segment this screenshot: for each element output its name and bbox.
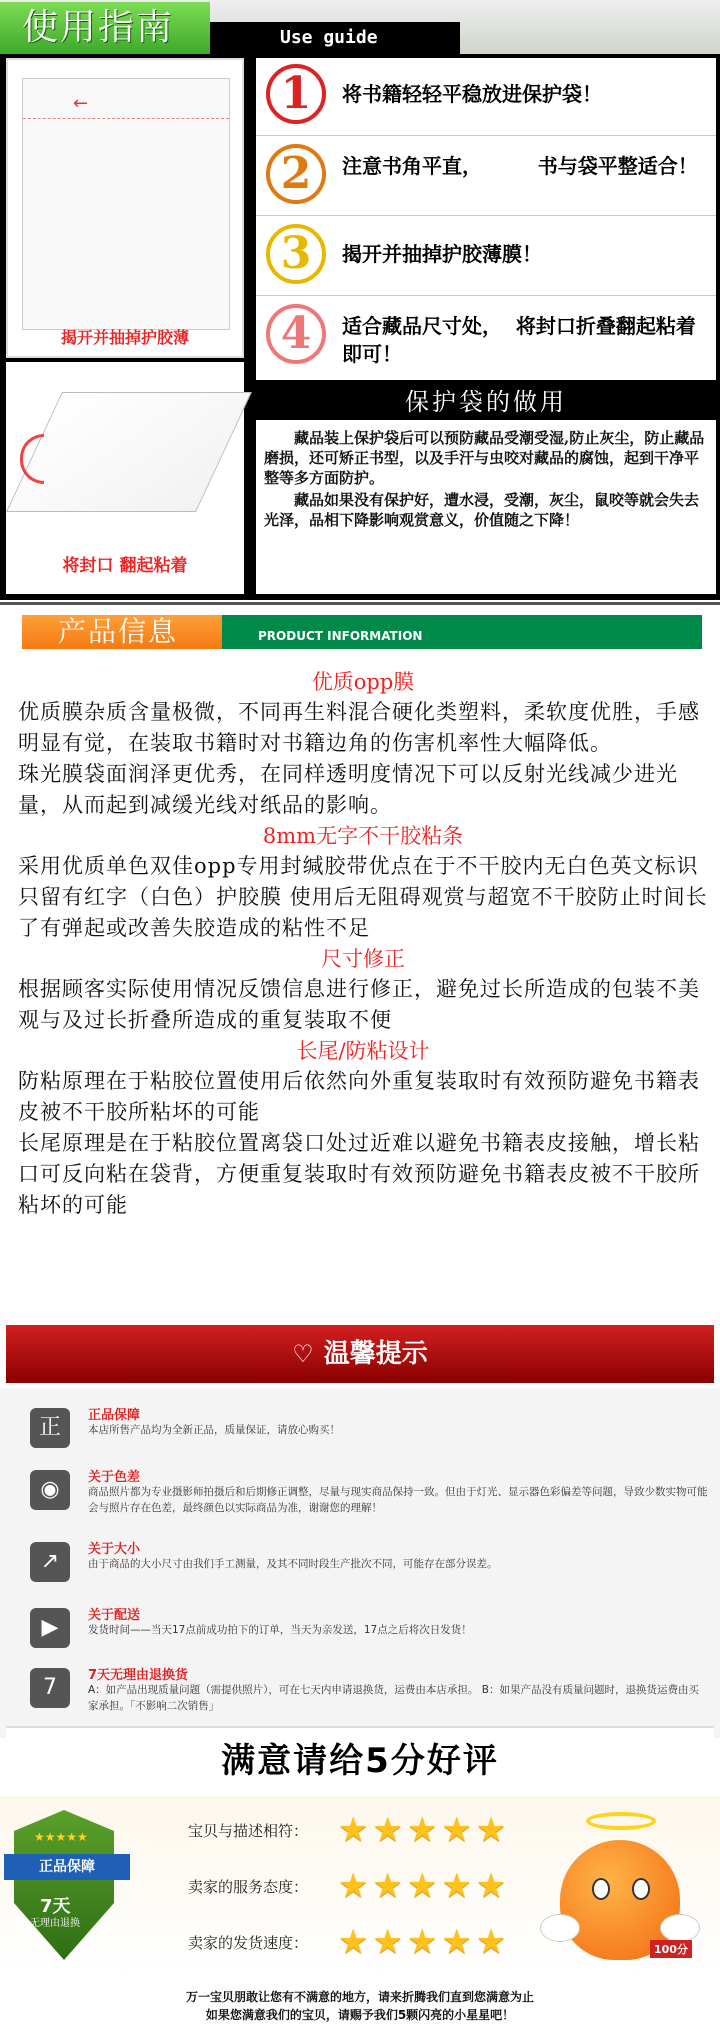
rating-label: 宝贝与描述相符：	[188, 1822, 309, 1840]
tip-text: 发货时间——当天17点前成功拍下的订单，当天为亲发送，17点之后将次日发货！	[88, 1624, 472, 1636]
tips-header	[6, 1325, 714, 1383]
step-number: 4	[266, 304, 326, 364]
star-rating-icon: ★★★★★	[338, 1866, 511, 1906]
stars-icon: ★★★★★	[34, 1830, 88, 1844]
feature-heading: 优质opp膜	[311, 670, 415, 694]
guide-title: 使用指南	[0, 2, 210, 54]
star-rating-icon: ★★★★★	[338, 1922, 511, 1962]
protect-paragraph: 藏品装上保护袋后可以预防藏品受潮受湿,防止灰尘，防止藏品磨损，还可矫正书型，以及手汗与虫咬对藏品的腐蚀，起到干净平整等多方面防护。	[264, 429, 705, 487]
feature-text: 长尾原理是在于粘胶位置离袋口处过近难以避免书籍表皮接触，增长粘口可反向粘在袋背，方便重复装取时有效预防避免书籍表皮被不干胶所粘坏的可能	[18, 1131, 700, 1217]
arrow-left-icon: ←	[73, 93, 89, 114]
rating-row	[188, 1920, 528, 1964]
rating-row	[188, 1808, 528, 1852]
tips-list	[0, 1388, 720, 1738]
shield-label: 正品保障	[4, 1854, 130, 1880]
rating-row	[188, 1864, 528, 1908]
tip-title: 关于大小	[88, 1542, 141, 1557]
tips-title: 温馨提示	[323, 1339, 428, 1369]
feature-heading: 尺寸修正	[321, 947, 405, 971]
rating-label: 卖家的服务态度：	[188, 1878, 309, 1896]
guide-steps	[256, 58, 716, 380]
tip-item	[20, 1538, 710, 1592]
tip-text: 本店所售产品均为全新正品，质量保证，请放心购买！	[88, 1424, 340, 1436]
protect-description	[256, 420, 716, 594]
tip-item	[20, 1404, 710, 1458]
illustration-caption: 将封口 翻起粘着	[62, 556, 188, 576]
camera-icon: ◉	[30, 1470, 70, 1510]
footer-line: 如果您满意我们的宝贝，请赐予我们5颗闪亮的小星星吧！	[205, 2008, 515, 2022]
illustration-peel-film	[6, 58, 244, 358]
return-7day-icon: 7	[30, 1668, 70, 1708]
resize-icon: ↗	[30, 1542, 70, 1582]
rating-label: 卖家的发货速度：	[188, 1934, 309, 1952]
footer-line: 万一宝贝朋敢让您有不满意的地方，请来折腾我们直到您满意为止	[185, 1990, 534, 2004]
product-info-title: 产品信息	[22, 615, 222, 649]
protect-title: 保护袋的做用	[256, 384, 716, 420]
tip-text: 商品照片都为专业摄影师拍摄后和后期修正调整，尽量与现实商品保持一致。但由于灯光、显示器色彩偏差等问题，导致少数实物可能会与照片存在色差，最终颜色以实际商品为准，谢谢您的理解！	[88, 1486, 708, 1514]
product-info-subtitle: PRODUCT INFORMATION	[258, 629, 423, 643]
bag-drawing	[22, 78, 230, 330]
feature-text: 采用优质单色双佳opp专用封缄胶带优点在于不干胶内无白色英文标识只留有红字（白色）护胶膜 使用后无阻碍观赏与超宽不干胶防止时间长了有弹起或改善失胶造成的粘性不足	[18, 854, 708, 940]
guide-subtitle: Use guide	[210, 22, 460, 54]
tip-item	[20, 1466, 710, 1526]
shield-note: 无理由退换	[30, 1918, 80, 1929]
mascot-tag: 100分	[650, 1940, 692, 1958]
illustration-caption: 揭开并抽掉护胶薄	[60, 328, 189, 347]
step-text: 适合藏品尺寸处， 将封口折叠翻起粘着即可！	[342, 314, 696, 366]
truck-icon: ▶	[30, 1608, 70, 1648]
rating-section	[0, 1796, 720, 1980]
step-number: 1	[266, 64, 326, 124]
tip-title: 7天无理由退换货	[88, 1668, 189, 1683]
step-item	[256, 58, 716, 136]
tip-title: 正品保障	[88, 1408, 141, 1423]
step-item	[256, 298, 716, 376]
feature-heading: 8mm无字不干胶粘条	[262, 824, 464, 848]
step-text: 揭开并抽掉护胶薄膜！	[342, 242, 542, 266]
tip-item	[20, 1664, 710, 1724]
usage-guide-section	[0, 0, 720, 600]
step-number: 2	[266, 144, 326, 204]
shield-days: 7天	[40, 1896, 71, 1917]
product-info-section	[0, 602, 720, 1322]
step-item	[256, 218, 716, 296]
protect-paragraph: 藏品如果没有保护好，遭水浸，受潮，灰尘，鼠咬等就会失去光泽，品相下降影响观赏意义，价值随之下降！	[264, 491, 700, 529]
tip-title: 关于色差	[88, 1470, 141, 1485]
product-info-body	[18, 667, 708, 1221]
tip-text: 由于商品的大小尺寸由我们手工测量，及其不同时段生产批次不同，可能存在部分误差。	[88, 1558, 498, 1570]
feature-heading: 长尾/防粘设计	[296, 1039, 430, 1063]
illustration-fold-seal	[6, 362, 244, 594]
feature-text: 根据顾客实际使用情况反馈信息进行修正，避免过长所造成的包装不美观与及过长折叠所造成的重复装取不便	[18, 977, 700, 1032]
tip-title: 关于配送	[88, 1608, 141, 1623]
feature-text: 优质膜杂质含量极微，不同再生料混合硬化类塑料，柔软度优胜，手感明显有觉，在装取书籍时对书籍边角的伤害机率性大幅降低。	[18, 700, 700, 755]
step-text: 注意书角平直， 书与袋平整适合！	[342, 154, 698, 178]
mascot-icon	[540, 1804, 700, 1974]
rating-title: 满意请给5分好评	[6, 1726, 714, 1796]
star-rating-icon: ★★★★★	[338, 1810, 511, 1850]
feature-text: 珠光膜袋面润泽更优秀，在同样透明度情况下可以反射光线减少进光量，从而起到减缓光线对纸品的影响。	[18, 762, 678, 817]
step-number: 3	[266, 224, 326, 284]
tip-item	[20, 1604, 710, 1658]
step-item	[256, 138, 716, 216]
step-text: 将书籍轻轻平稳放进保护袋！	[342, 82, 602, 106]
feature-text: 防粘原理在于粘胶位置使用后依然向外重复装取时有效预防避免书籍表皮被不干胶所粘坏的可能	[18, 1069, 700, 1124]
genuine-icon: 正	[30, 1408, 70, 1448]
heart-icon: ♡	[292, 1340, 314, 1368]
tip-text: A：如产品出现质量问题（需提供照片），可在七天内申请退换货，运费由本店承担。 B：如果产品没有质量问题时，退换货运费由买家承担。「不影响二次销售」	[88, 1684, 699, 1712]
footer-note	[0, 1980, 720, 2038]
